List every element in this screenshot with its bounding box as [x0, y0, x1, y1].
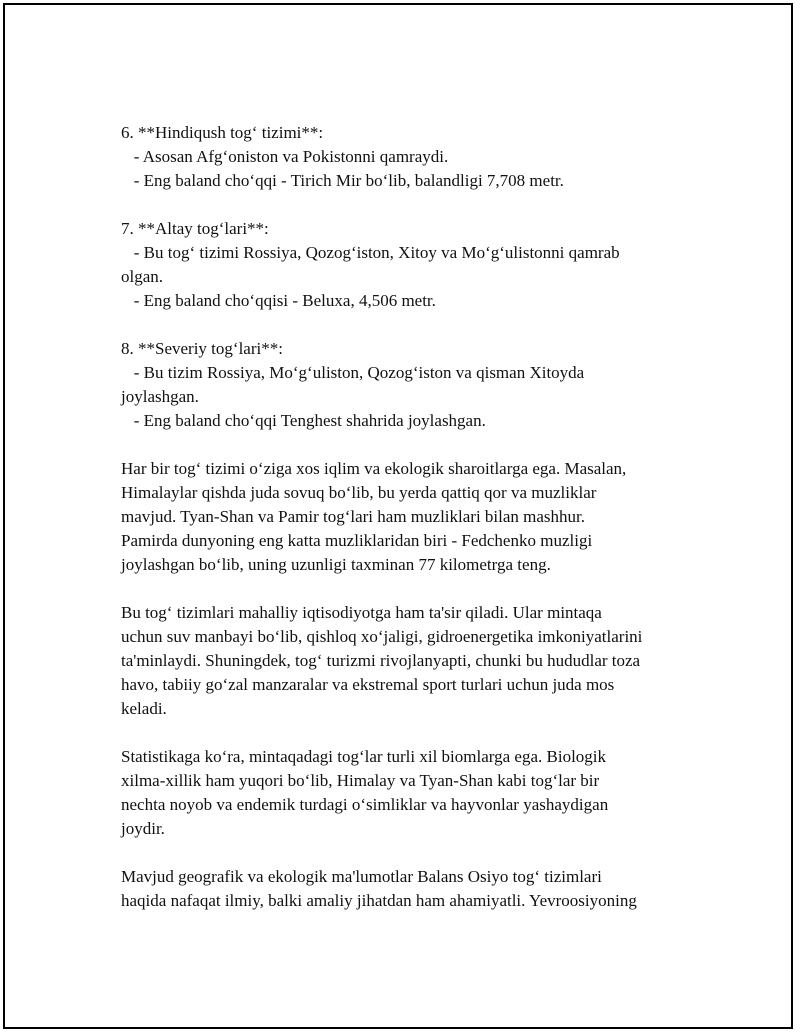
bullet-item: - Bu tizim Rossiya, Mo‘g‘uliston, Qozog‘iston va qisman Xitoyda joylashgan. [121, 363, 585, 406]
document-page [3, 3, 793, 1029]
bullet-item: - Eng baland cho‘qqi - Tirich Mir bo‘lib, balandligi 7,708 metr. [121, 171, 564, 190]
spacer [121, 193, 691, 217]
spacer [121, 433, 691, 457]
paragraph-economy: Bu tog‘ tizimlari mahalliy iqtisodiyotga ham ta'sir qiladi. Ular mintaqa uchun suv manbayi bo‘lib, qishloq xo‘jaligi, gidroenergetika imkoniyatlarini ta'minlaydi. Shuningdek, tog‘ turizmi rivojlanyapti, chunki bu hududlar toza havo, tabiiy go‘zal manzaralar va ekstremal sport turlari uchun juda mos keladi. [121, 603, 643, 718]
section-heading: 6. **Hindiqush tog‘ tizimi**: [121, 123, 324, 142]
spacer [121, 721, 691, 745]
document-body [121, 121, 691, 913]
bullet-item: - Asosan Afg‘oniston va Pokistonni qamraydi. [121, 147, 449, 166]
bullet-item: - Eng baland cho‘qqi Tenghest shahrida joylashgan. [121, 411, 486, 430]
section-heading: 7. **Altay tog‘lari**: [121, 219, 269, 238]
section-heading: 8. **Severiy tog‘lari**: [121, 339, 283, 358]
paragraph-biodiversity: Statistikaga ko‘ra, mintaqadagi tog‘lar turli xil biomlarga ega. Biologik xilma-xillik ham yuqori bo‘lib, Himalay va Tyan-Shan kabi tog‘lar bir nechta noyob va endemik turdagi o‘simliklar va hayvonlar yashaydigan joydir. [121, 747, 609, 838]
section-altay [121, 217, 691, 313]
bullet-item: - Eng baland cho‘qqisi - Beluxa, 4,506 metr. [121, 291, 436, 310]
paragraph-conclusion: Mavjud geografik va ekologik ma'lumotlar Balans Osiyo tog‘ tizimlari haqida nafaqat ilmiy, balki amaliy jihatdan ham ahamiyatli. Yevroosiyoning [121, 867, 637, 910]
section-hindiqush [121, 121, 691, 193]
bullet-item: - Bu tog‘ tizimi Rossiya, Qozog‘iston, Xitoy va Mo‘g‘ulistonni qamrab olgan. [121, 243, 620, 286]
spacer [121, 577, 691, 601]
spacer [121, 313, 691, 337]
spacer [121, 841, 691, 865]
paragraph-climate: Har bir tog‘ tizimi o‘ziga xos iqlim va ekologik sharoitlarga ega. Masalan, Himalaylar qishda juda sovuq bo‘lib, bu yerda qattiq qor va muzliklar mavjud. Tyan-Shan va Pamir tog‘lari ham muzliklari bilan mashhur. Pamirda dunyoning eng katta muzliklaridan biri - Fedchenko muzligi joylashgan bo‘lib, uning uzunligi taxminan 77 kilometrga teng. [121, 459, 627, 574]
section-severiy [121, 337, 691, 433]
